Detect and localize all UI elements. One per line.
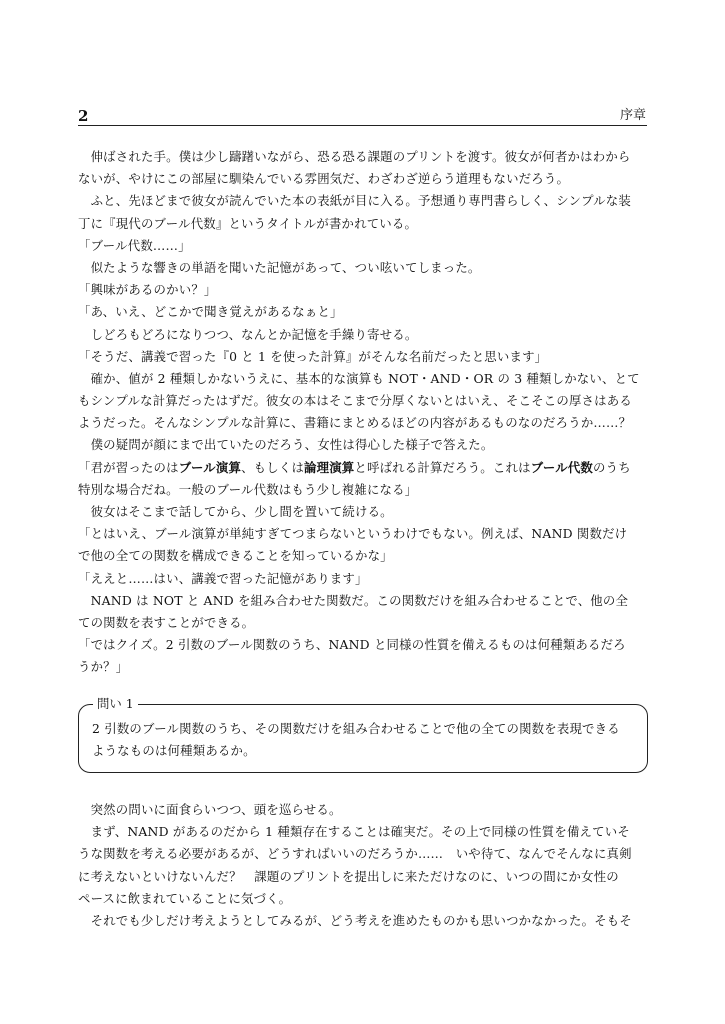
text-line: ての関数を表すことができる。: [78, 614, 255, 630]
question-line: ようなものは何種類あるか。: [92, 743, 256, 759]
text-line: 僕の疑問が顔にまで出ていたのだろう、女性は得心した様子で答えた。: [78, 437, 494, 453]
question-label: 問い 1: [93, 695, 138, 713]
text-line: 「ではクイズ。2 引数のブール関数のうち、NAND と同様の性質を備えるものは何種類あるだろ: [78, 637, 626, 653]
text-line: で他の全ての関数を構成できることを知っているかな」: [78, 548, 393, 564]
question-line: 2 引数のブール関数のうち、その関数だけを組み合わせることで他の全ての関数を表現できる: [92, 721, 620, 736]
text-line: に考えないといけないんだ？ 課題のプリントを提出しに来ただけなのに、いつの間にか女性の: [78, 868, 619, 884]
text-line: 「ええと……はい、講義で習った記憶があります」: [78, 570, 368, 586]
text-line: しどろもどろになりつつ、なんとか記憶を手繰り寄せる。: [78, 326, 418, 342]
text-line: うな関数を考える必要があるが、どうすればいいのだろうか…… いや待て、なんでそんなに真剣: [78, 846, 632, 862]
text-line: 伸ばされた手。僕は少し躊躇いながら、恐る恐る課題のプリントを渡す。彼女が何者かはわから: [78, 149, 631, 164]
text-line: 特別な場合だね。一般のブール代数はもう少し複雑になる」: [78, 481, 418, 497]
text-segment: 、もしくは: [241, 459, 305, 475]
text-line: NAND は NOT と AND を組み合わせた関数だ。この関数だけを組み合わせることで、他の全: [78, 592, 629, 608]
text-line: ペースに飲まれていることに気づく。: [78, 890, 292, 906]
text-line: まず、NAND があるのだから 1 種類存在することは確実だ。その上で同様の性質を備えていそ: [78, 824, 630, 840]
text-line: 突然の問いに面食らいつつ、頭を巡らせる。: [78, 802, 342, 817]
question-box: [78, 696, 648, 773]
text-line: 丁に『現代のブール代数』というタイトルが書かれている。: [78, 215, 418, 231]
text-line: 似たような響きの単語を聞いた記憶があって、つい呟いてしまった。: [78, 259, 481, 275]
term-boolean-algebra: ブール代数: [530, 459, 594, 475]
text-line: ようだった。そんなシンプルな計算に、書籍にまとめるほどの内容があるものなのだろうか……？: [78, 415, 632, 431]
text-segment: のうち: [593, 459, 631, 475]
text-line: 「とはいえ、ブール演算が単純すぎてつまらないというわけでもない。例えば、NAND 関数だけ: [78, 526, 628, 542]
text-line: 「そうだ、講義で習った『0 と 1 を使った計算』がそんな名前だったと思います」: [78, 348, 548, 364]
bold-terms-line: [78, 457, 648, 479]
body-section-3: [78, 799, 648, 932]
chapter-title: 序章: [619, 108, 646, 123]
text-segment: 「君が習ったのは: [78, 459, 179, 475]
text-line: それでも少しだけ考えようとしてみるが、どう考えを進めたものかも思いつかなかった。そもそ: [78, 912, 632, 928]
text-line: ないが、やけにこの部屋に馴染んでいる雰囲気だ、わざわざ逆らう道理もないだろう。: [78, 171, 570, 187]
text-line: 「あ、いえ、どこかで聞き覚えがあるなぁと」: [78, 304, 343, 320]
body-section-1: [78, 146, 648, 679]
text-segment: と呼ばれる計算だろう。これは: [354, 459, 531, 475]
page-number: 2: [78, 107, 89, 125]
question-text: [92, 718, 637, 762]
text-line: 確か、値が 2 種類しかないうえに、基本的な演算も NOT・AND・OR の 3 種類しかない、とて: [78, 370, 640, 386]
term-boolean-operation: ブール演算: [178, 459, 242, 475]
text-line: 「ブール代数……」: [78, 237, 191, 253]
text-line: 彼女はそこまで話してから、少し間を置いて続ける。: [78, 504, 393, 519]
text-line: 「興味があるのかい？」: [78, 282, 217, 298]
term-logical-operation: 論理演算: [304, 459, 355, 475]
text-line: うか？」: [78, 659, 129, 675]
header-rule: [78, 125, 647, 126]
text-line: ふと、先ほどまで彼女が読んでいた本の表紙が目に入る。予想通り専門書らしく、シンプルな装: [78, 193, 631, 209]
text-line: もシンプルな計算だったはずだ。彼女の本はそこまで分厚くないとはいえ、そこそこの厚さはある: [78, 393, 632, 409]
